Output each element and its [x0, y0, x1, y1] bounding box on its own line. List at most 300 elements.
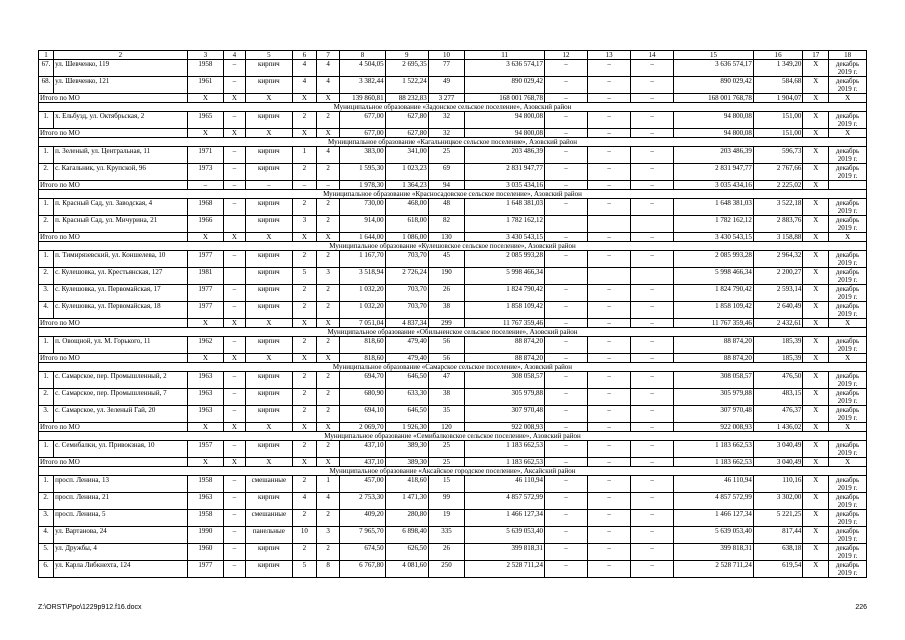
table-cell: – — [544, 251, 587, 268]
table-cell: 2 — [293, 510, 317, 527]
table-cell: – — [631, 302, 674, 319]
table-cell: 88 874,20 — [465, 337, 545, 354]
table-row — [39, 476, 867, 493]
total-cell: Х — [224, 354, 246, 363]
table-cell: 2 — [316, 199, 340, 216]
table-cell: 67. — [39, 60, 54, 77]
table-cell: 1 782 162,12 — [674, 216, 754, 233]
table-cell: 596,73 — [753, 147, 803, 164]
table-cell: 1977 — [187, 285, 224, 302]
table-cell: Х — [803, 60, 829, 77]
total-cell: 130 — [428, 233, 465, 242]
table-cell: 250 — [428, 561, 465, 578]
table-row — [39, 389, 867, 406]
table-cell: декабрь 2019 г. — [829, 216, 867, 233]
total-cell: Х — [187, 233, 224, 242]
total-cell: Х — [803, 129, 829, 138]
table-row — [39, 147, 867, 164]
table-cell: 6 767,80 — [340, 561, 385, 578]
table-cell: – — [631, 112, 674, 129]
table-cell: кирпич — [245, 164, 292, 181]
table-cell: 694,10 — [340, 406, 385, 423]
table-cell: 48 — [428, 199, 465, 216]
table-cell: 2 695,35 — [385, 60, 428, 77]
table-cell: декабрь 2019 г. — [829, 389, 867, 406]
table-cell: 730,00 — [340, 199, 385, 216]
column-number: 5 — [245, 51, 292, 60]
total-cell: 3 430 543,15 — [674, 233, 754, 242]
total-label: Итого по МО — [39, 129, 188, 138]
table-cell: 2 — [316, 216, 340, 233]
table-cell: 890 029,42 — [465, 77, 545, 94]
table-cell: 817,44 — [753, 527, 803, 544]
table-cell: – — [588, 406, 631, 423]
table-cell: 110,16 — [753, 476, 803, 493]
table-cell: 1 032,20 — [340, 285, 385, 302]
table-cell: 4 504,05 — [340, 60, 385, 77]
total-cell: 151,00 — [753, 129, 803, 138]
table-cell: – — [544, 372, 587, 389]
table-cell: 389,30 — [385, 441, 428, 458]
table-cell: кирпич — [245, 441, 292, 458]
table-cell: п. Тимирязевский, ул. Коншелева, 10 — [54, 251, 188, 268]
table-cell: 56 — [428, 337, 465, 354]
total-cell: 677,00 — [340, 129, 385, 138]
table-cell: 26 — [428, 285, 465, 302]
table-row — [39, 268, 867, 285]
table-cell — [631, 268, 674, 285]
total-cell: 185,39 — [753, 354, 803, 363]
table-cell: 619,54 — [753, 561, 803, 578]
table-cell: 1 183 662,53 — [465, 441, 545, 458]
table-cell: – — [631, 493, 674, 510]
total-cell: – — [631, 319, 674, 328]
table-cell: 3 636 574,17 — [465, 60, 545, 77]
column-number: 7 — [316, 51, 340, 60]
table-cell: декабрь 2019 г. — [829, 164, 867, 181]
total-cell: Х — [293, 354, 317, 363]
table-cell: 2 — [293, 337, 317, 354]
table-cell: декабрь 2019 г. — [829, 251, 867, 268]
table-cell: 2 — [293, 389, 317, 406]
total-cell: 11 767 359,46 — [465, 319, 545, 328]
table-cell: Х — [803, 112, 829, 129]
total-cell: 3 430 543,15 — [465, 233, 545, 242]
table-cell: 45 — [428, 251, 465, 268]
total-cell: Х — [293, 233, 317, 242]
table-row — [39, 216, 867, 233]
total-cell: 3 035 434,16 — [465, 181, 545, 190]
table-cell: – — [224, 164, 246, 181]
table-row — [39, 561, 867, 578]
table-cell: 49 — [428, 77, 465, 94]
table-row — [39, 493, 867, 510]
table-cell: 151,00 — [753, 112, 803, 129]
total-cell: Х — [316, 94, 340, 103]
table-cell: кирпич — [245, 372, 292, 389]
table-cell: 2 — [293, 372, 317, 389]
table-cell: 341,00 — [385, 147, 428, 164]
column-number: 18 — [829, 51, 867, 60]
table-cell: 35 — [428, 406, 465, 423]
table-cell: 633,30 — [385, 389, 428, 406]
municipality-row — [39, 467, 867, 476]
table-cell: 2 085 993,28 — [465, 251, 545, 268]
table-cell: декабрь 2019 г. — [829, 441, 867, 458]
table-cell: – — [544, 510, 587, 527]
table-cell: панельные — [245, 527, 292, 544]
column-number: 3 — [187, 51, 224, 60]
total-label: Итого по МО — [39, 354, 188, 363]
page-number: 226 — [855, 604, 867, 611]
total-cell: Х — [293, 94, 317, 103]
table-cell: – — [631, 199, 674, 216]
table-cell: 305 979,88 — [465, 389, 545, 406]
total-cell: 88 874,20 — [465, 354, 545, 363]
total-cell: Х — [829, 423, 867, 432]
table-cell: смешанные — [245, 510, 292, 527]
table-cell: 1. — [39, 441, 54, 458]
table-cell: с. Семибалки, ул. Привокзная, 10 — [54, 441, 188, 458]
table-cell: декабрь 2019 г. — [829, 199, 867, 216]
column-number: 12 — [544, 51, 587, 60]
table-cell: декабрь 2019 г. — [829, 510, 867, 527]
total-cell: Х — [224, 129, 246, 138]
table-cell: 2 — [316, 544, 340, 561]
table-cell: 2. — [39, 389, 54, 406]
total-cell: Х — [803, 423, 829, 432]
table-cell: 1 466 127,34 — [465, 510, 545, 527]
total-cell: Х — [803, 458, 829, 467]
table-cell: х. Ельбузд, ул. Октябрьская, 2 — [54, 112, 188, 129]
total-cell: Х — [316, 233, 340, 242]
table-cell: ул. Шевченко, 121 — [54, 77, 188, 94]
total-cell: – — [588, 354, 631, 363]
column-number: 17 — [803, 51, 829, 60]
table-cell: 2. — [39, 216, 54, 233]
table-cell: 1. — [39, 372, 54, 389]
total-label: Итого по МО — [39, 233, 188, 242]
table-cell: 5 639 053,40 — [674, 527, 754, 544]
table-cell: 4 — [316, 493, 340, 510]
table-cell: п. Овощной, ул. М. Горького, 11 — [54, 337, 188, 354]
table-row — [39, 372, 867, 389]
document-page — [38, 50, 867, 578]
total-cell: 479,40 — [385, 354, 428, 363]
table-cell: 88 874,20 — [674, 337, 754, 354]
municipality-row — [39, 190, 867, 199]
total-cell: – — [631, 129, 674, 138]
table-cell: 4 857 572,99 — [465, 493, 545, 510]
table-cell: – — [544, 476, 587, 493]
column-number: 6 — [293, 51, 317, 60]
table-cell: – — [224, 60, 246, 77]
table-cell: 2 — [293, 112, 317, 129]
table-cell: 3 518,94 — [340, 268, 385, 285]
total-cell: Х — [245, 423, 292, 432]
table-cell: – — [631, 406, 674, 423]
table-cell — [544, 216, 587, 233]
total-cell: Х — [316, 319, 340, 328]
table-cell: 2 200,27 — [753, 268, 803, 285]
column-number: 10 — [428, 51, 465, 60]
total-cell: Х — [224, 423, 246, 432]
table-cell: – — [631, 164, 674, 181]
table-cell: 1 595,30 — [340, 164, 385, 181]
table-cell: 584,68 — [753, 77, 803, 94]
total-cell: 56 — [428, 354, 465, 363]
table-cell: – — [544, 561, 587, 578]
table-cell: кирпич — [245, 60, 292, 77]
table-cell: 383,00 — [340, 147, 385, 164]
table-cell: 3 302,00 — [753, 493, 803, 510]
total-cell: Х — [245, 354, 292, 363]
table-cell: 1 023,23 — [385, 164, 428, 181]
table-cell: 476,37 — [753, 406, 803, 423]
table-cell: – — [224, 476, 246, 493]
total-cell: 1 644,00 — [340, 233, 385, 242]
table-cell: – — [544, 441, 587, 458]
total-cell: Х — [803, 354, 829, 363]
municipality-row — [39, 432, 867, 441]
table-cell: 646,50 — [385, 406, 428, 423]
table-cell: – — [544, 164, 587, 181]
table-cell: – — [224, 112, 246, 129]
column-number: 9 — [385, 51, 428, 60]
table-cell: 3 — [316, 268, 340, 285]
table-cell: 4 — [293, 77, 317, 94]
total-cell: Х — [245, 94, 292, 103]
table-cell: 618,00 — [385, 216, 428, 233]
total-cell: 1 904,07 — [753, 94, 803, 103]
municipality-row — [39, 103, 867, 112]
total-label: Итого по МО — [39, 319, 188, 328]
total-cell: – — [544, 319, 587, 328]
table-cell: 4 081,60 — [385, 561, 428, 578]
table-cell: – — [224, 561, 246, 578]
table-cell: 1 032,20 — [340, 302, 385, 319]
table-cell: – — [224, 372, 246, 389]
total-cell: – — [588, 94, 631, 103]
table-cell: 694,70 — [340, 372, 385, 389]
table-cell: – — [631, 561, 674, 578]
table-cell: 2 — [316, 285, 340, 302]
table-cell: 1 349,20 — [753, 60, 803, 77]
table-cell: – — [588, 77, 631, 94]
table-row — [39, 441, 867, 458]
table-cell: 1963 — [187, 493, 224, 510]
table-cell: кирпич — [245, 544, 292, 561]
table-cell: декабрь 2019 г. — [829, 285, 867, 302]
table-row — [39, 302, 867, 319]
table-row — [39, 285, 867, 302]
table-cell: Х — [803, 476, 829, 493]
table-cell: Х — [803, 251, 829, 268]
table-cell: 1. — [39, 199, 54, 216]
table-cell: кирпич — [245, 147, 292, 164]
total-cell: Х — [224, 458, 246, 467]
table-cell: – — [224, 389, 246, 406]
table-cell: 818,60 — [340, 337, 385, 354]
table-cell: – — [544, 147, 587, 164]
table-cell: 1973 — [187, 164, 224, 181]
total-cell: – — [588, 319, 631, 328]
table-cell: 38 — [428, 302, 465, 319]
total-cell: 1 086,00 — [385, 233, 428, 242]
total-cell: Х — [245, 319, 292, 328]
total-cell: Х — [224, 319, 246, 328]
table-cell: – — [631, 60, 674, 77]
total-cell: Х — [187, 423, 224, 432]
table-cell — [224, 216, 246, 233]
table-cell: 2 767,66 — [753, 164, 803, 181]
table-cell: Х — [803, 389, 829, 406]
total-cell: Х — [245, 129, 292, 138]
table-cell: 2. — [39, 493, 54, 510]
table-cell: 5. — [39, 544, 54, 561]
table-cell: 1. — [39, 476, 54, 493]
total-cell: 25 — [428, 458, 465, 467]
total-cell: – — [588, 233, 631, 242]
table-cell: 99 — [428, 493, 465, 510]
total-cell: Х — [803, 319, 829, 328]
table-row — [39, 112, 867, 129]
table-cell: 1958 — [187, 476, 224, 493]
table-row — [39, 164, 867, 181]
table-cell: 476,50 — [753, 372, 803, 389]
table-cell: 3 — [316, 527, 340, 544]
table-cell: 2 753,30 — [340, 493, 385, 510]
table-cell: 32 — [428, 112, 465, 129]
table-cell: просп. Ленина, 13 — [54, 476, 188, 493]
total-cell: 139 860,81 — [340, 94, 385, 103]
table-cell: 2 593,14 — [753, 285, 803, 302]
table-cell: 1 648 381,03 — [674, 199, 754, 216]
table-cell: 1962 — [187, 337, 224, 354]
total-cell: 627,80 — [385, 129, 428, 138]
total-cell: 3 040,49 — [753, 458, 803, 467]
total-cell: 3 277 — [428, 94, 465, 103]
table-cell: – — [588, 147, 631, 164]
table-cell: 1966 — [187, 216, 224, 233]
table-cell: 3 382,44 — [340, 77, 385, 94]
total-row — [39, 319, 867, 328]
table-cell — [588, 268, 631, 285]
total-cell: 32 — [428, 129, 465, 138]
total-cell: – — [544, 181, 587, 190]
total-cell: Х — [187, 129, 224, 138]
table-cell: 8 — [316, 561, 340, 578]
table-cell: ул. Карла Либкнехта, 124 — [54, 561, 188, 578]
table-cell: 703,70 — [385, 251, 428, 268]
table-cell: 3 636 574,17 — [674, 60, 754, 77]
table-cell: – — [544, 199, 587, 216]
total-cell: – — [544, 94, 587, 103]
table-cell: декабрь 2019 г. — [829, 561, 867, 578]
table-cell: Х — [803, 544, 829, 561]
total-cell: – — [631, 181, 674, 190]
total-row — [39, 354, 867, 363]
table-cell: с. Кулешовка, ул. Крестьянская, 127 — [54, 268, 188, 285]
total-cell: Х — [829, 233, 867, 242]
total-cell: – — [631, 94, 674, 103]
table-cell: 203 486,39 — [674, 147, 754, 164]
total-cell: 1 364,23 — [385, 181, 428, 190]
total-cell: Х — [293, 129, 317, 138]
total-label: Итого по МО — [39, 181, 188, 190]
column-number: 16 — [753, 51, 803, 60]
table-cell: кирпич — [245, 268, 292, 285]
table-cell: просп. Ленина, 5 — [54, 510, 188, 527]
table-cell: – — [224, 544, 246, 561]
table-cell: декабрь 2019 г. — [829, 112, 867, 129]
total-cell: Х — [187, 319, 224, 328]
table-cell: 1977 — [187, 251, 224, 268]
total-cell: 94 800,08 — [465, 129, 545, 138]
table-cell: – — [544, 406, 587, 423]
table-cell: 3 522,18 — [753, 199, 803, 216]
table-cell: 1961 — [187, 77, 224, 94]
table-cell: 307 970,48 — [465, 406, 545, 423]
table-cell: 703,70 — [385, 302, 428, 319]
table-cell: – — [544, 77, 587, 94]
total-cell: 1 978,30 — [340, 181, 385, 190]
table-cell: 4 — [316, 147, 340, 164]
table-cell: – — [588, 561, 631, 578]
table-cell: – — [588, 112, 631, 129]
total-label: Итого по МО — [39, 423, 188, 432]
total-cell: Х — [187, 458, 224, 467]
table-cell: 1 824 790,42 — [465, 285, 545, 302]
municipality-title: Муниципальное образование «Кулешовское сельское поселение», Азовский район — [39, 242, 867, 251]
table-cell: 1 782 162,12 — [465, 216, 545, 233]
table-cell: Х — [803, 372, 829, 389]
table-cell: – — [588, 285, 631, 302]
table-cell: п. Красный Сад, ул. Заводская, 4 — [54, 199, 188, 216]
table-cell: 1. — [39, 251, 54, 268]
total-cell: 120 — [428, 423, 465, 432]
table-cell: 4 — [293, 60, 317, 77]
column-number: 11 — [465, 51, 545, 60]
table-cell — [544, 268, 587, 285]
table-cell: 2 085 993,28 — [674, 251, 754, 268]
table-cell: 457,00 — [340, 476, 385, 493]
table-cell: декабрь 2019 г. — [829, 60, 867, 77]
table-cell: 69 — [428, 164, 465, 181]
table-cell: 5 221,25 — [753, 510, 803, 527]
table-cell: 1 167,70 — [340, 251, 385, 268]
table-body — [39, 51, 867, 578]
table-cell: 638,18 — [753, 544, 803, 561]
table-cell: декабрь 2019 г. — [829, 406, 867, 423]
table-cell: Х — [803, 216, 829, 233]
table-cell: 305 979,88 — [674, 389, 754, 406]
municipality-title: Муниципальное образование «Красносадовское сельское поселение», Азовский район — [39, 190, 867, 199]
total-cell: Х — [829, 94, 867, 103]
table-cell: – — [544, 493, 587, 510]
table-cell: – — [224, 251, 246, 268]
table-cell — [631, 216, 674, 233]
total-cell: Х — [245, 233, 292, 242]
table-cell: 46 110,94 — [465, 476, 545, 493]
table-cell: – — [224, 406, 246, 423]
table-cell: 703,70 — [385, 285, 428, 302]
municipality-title: Муниципальное образование «Кагальницкое сельское поселение», Азовский район — [39, 138, 867, 147]
table-cell: 1 183 662,53 — [674, 441, 754, 458]
total-row — [39, 233, 867, 242]
table-cell: 2 — [293, 476, 317, 493]
total-cell: 922 008,93 — [674, 423, 754, 432]
